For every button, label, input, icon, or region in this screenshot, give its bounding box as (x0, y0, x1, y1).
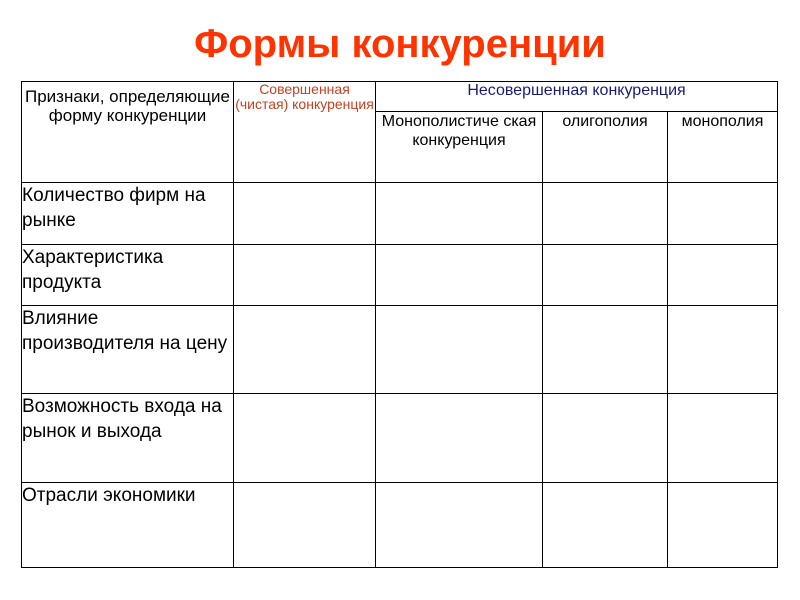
header-perfect-competition: Совершенная (чистая) конкуренция (234, 82, 376, 183)
table-cell[interactable] (668, 306, 778, 394)
table-cell[interactable] (234, 183, 376, 245)
table-cell[interactable] (543, 394, 668, 483)
table-cell[interactable] (234, 483, 376, 568)
table-cell[interactable] (668, 394, 778, 483)
header-monopolistic-competition: Монополистиче ская конкуренция (376, 112, 543, 183)
table-cell[interactable] (234, 306, 376, 394)
row-label-market-entry-exit: Возможность входа на рынок и выхода (22, 394, 234, 483)
table-cell[interactable] (376, 483, 543, 568)
row-label-price-influence: Влияние производителя на цену (22, 306, 234, 394)
table-cell[interactable] (543, 483, 668, 568)
header-criteria: Признаки, определяющие форму конкуренции (22, 82, 234, 183)
table-cell[interactable] (668, 183, 778, 245)
table-cell[interactable] (376, 183, 543, 245)
header-oligopoly: олигополия (543, 112, 668, 183)
table-cell[interactable] (234, 245, 376, 306)
table-cell[interactable] (668, 483, 778, 568)
table-cell[interactable] (543, 306, 668, 394)
table-cell[interactable] (543, 183, 668, 245)
row-label-industries: Отрасли экономики (22, 483, 234, 568)
header-monopoly: монополия (668, 112, 778, 183)
table-row (22, 306, 778, 394)
table-row (22, 483, 778, 568)
table-cell[interactable] (543, 245, 668, 306)
competition-forms-table (21, 81, 778, 568)
row-label-product-characteristic: Характеристика продукта (22, 245, 234, 306)
header-imperfect-competition: Несовершенная конкуренция (376, 82, 778, 112)
table-cell[interactable] (668, 245, 778, 306)
table-cell[interactable] (376, 394, 543, 483)
table-row (22, 394, 778, 483)
table-cell[interactable] (234, 394, 376, 483)
table-row (22, 183, 778, 245)
row-label-number-of-firms: Количество фирм на рынке (22, 183, 234, 245)
table-header-row (22, 82, 778, 112)
table-cell[interactable] (376, 245, 543, 306)
table-cell[interactable] (376, 306, 543, 394)
page-title: Формы конкуренции (194, 22, 606, 66)
table-row (22, 245, 778, 306)
